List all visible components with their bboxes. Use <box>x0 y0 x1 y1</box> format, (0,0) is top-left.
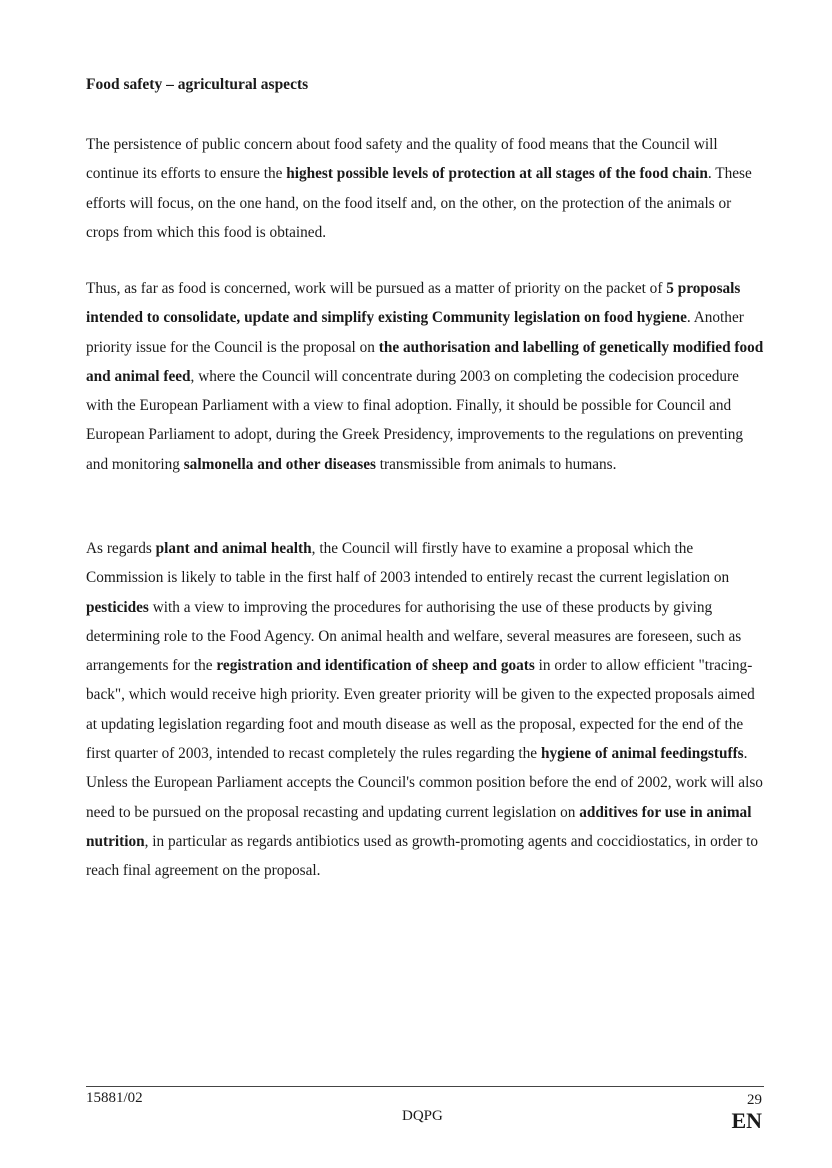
bold-text-segment: plant and animal health <box>155 540 312 557</box>
paragraph-plant-animal-health <box>86 534 766 886</box>
bold-text-segment: highest possible levels of protection at all stages of the food chain <box>286 165 708 183</box>
bold-text-segment: pesticides <box>86 598 149 616</box>
text-segment: , where the Council will concentrate during 2003 on completing the codecision procedure with the European Parliament with a view to final adoption. Finally, it should be possible for Council and European Parliament to adopt, during the Greek Presidency, improvements to the regulations on preventing and monitoring <box>86 367 744 473</box>
text-segment: As regards <box>86 540 156 557</box>
footer-page-number: 29 <box>747 1092 762 1108</box>
footer-doc-number: 15881/02 <box>86 1090 143 1106</box>
text-segment: The persistence of public concern about food safety and the quality of food means that the Council will continue its efforts to ensure the <box>86 136 718 183</box>
footer-language: EN <box>731 1108 762 1133</box>
text-segment: . Another priority issue for the Council is the proposal on <box>86 309 744 356</box>
footer-unit: DQPG <box>402 1108 443 1124</box>
text-segment: , in particular as regards antibiotics used as growth-promoting agents and coccidiostatics, in order to reach final agreement on the proposal. <box>86 832 759 880</box>
bold-text-segment: the authorisation and labelling of genetically modified food and animal feed <box>86 338 764 385</box>
bold-text-segment: additives for use in animal nutrition <box>86 803 752 850</box>
bold-text-segment: registration and identification of sheep and goats <box>216 657 535 675</box>
section-heading: Food safety – agricultural aspects <box>86 76 309 93</box>
footer-divider <box>86 1086 764 1087</box>
paragraph-food-safety <box>86 130 766 247</box>
text-segment: , the Council will firstly have to examine a proposal which the Commission is likely to table in the first half of 2003 intended to entirely recast the current legislation on <box>86 540 730 587</box>
bold-text-segment: 5 proposals intended to consolidate, update and simplify existing Community legislation on food hygiene <box>86 280 741 327</box>
paragraph-food-hygiene <box>86 274 766 479</box>
text-segment: . Unless the European Parliament accepts the Council's common position before the end of 2002, work will also need to be pursued on the proposal recasting and updating current legislation on <box>86 745 763 821</box>
text-segment: transmissible from animals to humans. <box>375 455 617 473</box>
text-segment: Thus, as far as food is concerned, work will be pursued as a matter of priority on the packet of <box>86 280 667 297</box>
text-segment: . These efforts will focus, on the one hand, on the food itself and, on the other, on the protection of the animals or crops from which this food is obtained. <box>86 165 752 241</box>
text-segment: in order to allow efficient "tracing-back", which would receive high priority. Even greater priority will be given to the expected proposals aimed at updating legislation regarding foot and mouth disease as well as the proposal, expected for the end of the first quarter of 2003, intended to recast completely the rules regarding the <box>86 657 755 763</box>
text-segment: with a view to improving the procedures for authorising the use of these products by giving determining role to the Food Agency. On animal health and welfare, several measures are foreseen, such as arrangements for the <box>86 598 742 675</box>
bold-text-segment: salmonella and other diseases <box>183 455 376 473</box>
bold-text-segment: hygiene of animal feedingstuffs <box>540 745 744 763</box>
